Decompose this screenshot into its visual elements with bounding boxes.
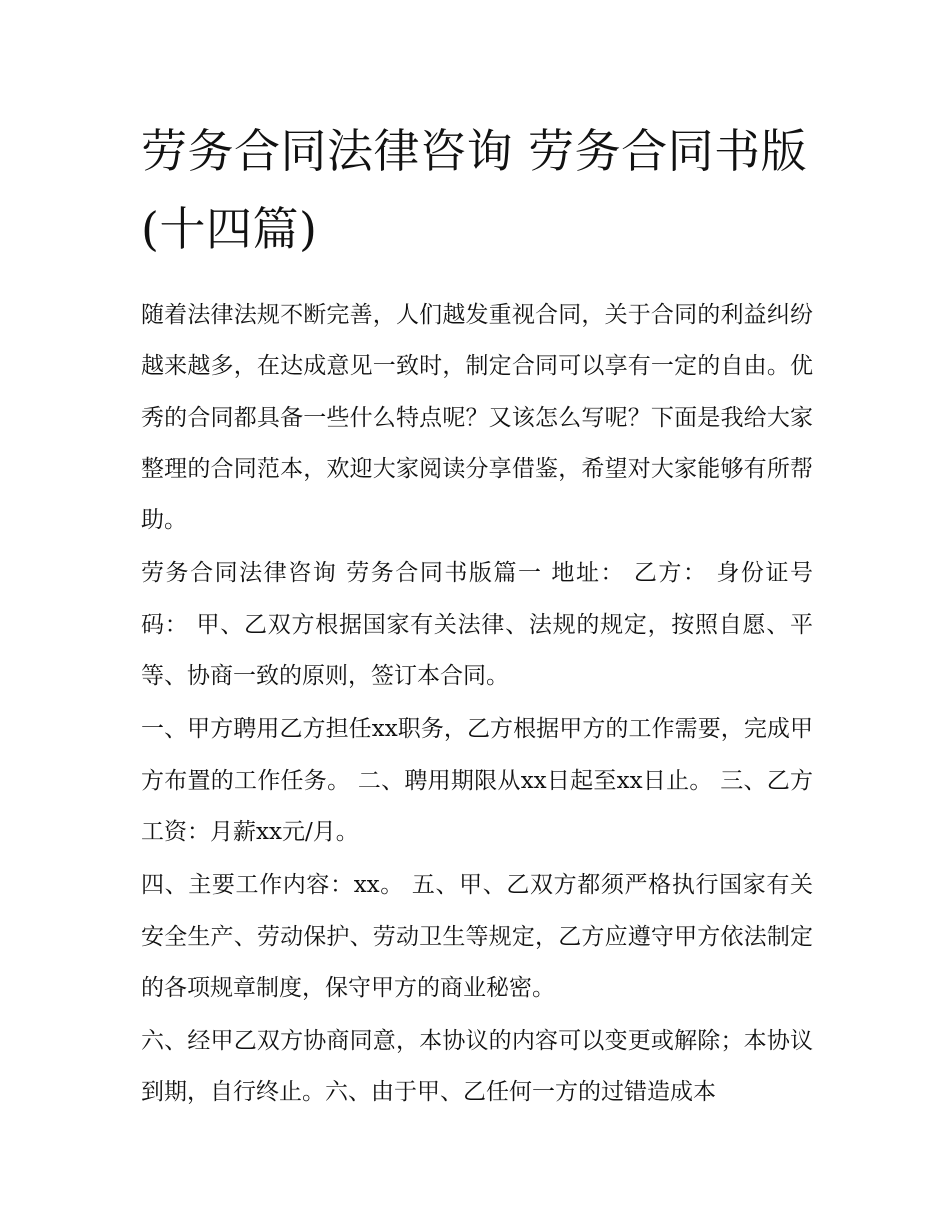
clause-paragraph-2: 四、主要工作内容：xx。 五、甲、乙双方都须严格执行国家有关安全生产、劳动保护、劳动卫生等规定，乙方应遵守甲方依法制定的各项规章制度，保守甲方的商业秘密。: [141, 872, 813, 1001]
document-page: [141, 112, 813, 1121]
intro-paragraph: 随着法律法规不断完善，人们越发重视合同，关于合同的利益纠纷越来越多，在达成意见一致时，制定合同可以享有一定的自由。优秀的合同都具备一些什么特点呢？又该怎么写呢？下面是我给大家整理的合同范本，欢迎大家阅读分享借鉴，希望对大家能够有所帮助。: [141, 302, 813, 534]
clause-paragraph-1: 一、甲方聘用乙方担任xx职务，乙方根据甲方的工作需要，完成甲方布置的工作任务。 二、聘用期限从xx日起至xx日止。 三、乙方工资：月薪xx元/月。: [141, 716, 813, 845]
document-title: 劳务合同法律咨询 劳务合同书版(十四篇): [141, 124, 808, 256]
clause-paragraph-3: 六、经甲乙双方协商同意，本协议的内容可以变更或解除；本协议到期，自行终止。六、由于甲、乙任何一方的过错造成本: [141, 1028, 813, 1106]
contract-header-paragraph: 劳务合同法律咨询 劳务合同书版篇一 地址： 乙方： 身份证号码： 甲、乙双方根据国家有关法律、法规的规定，按照自愿、平等、协商一致的原则，签订本合同。: [141, 560, 813, 690]
